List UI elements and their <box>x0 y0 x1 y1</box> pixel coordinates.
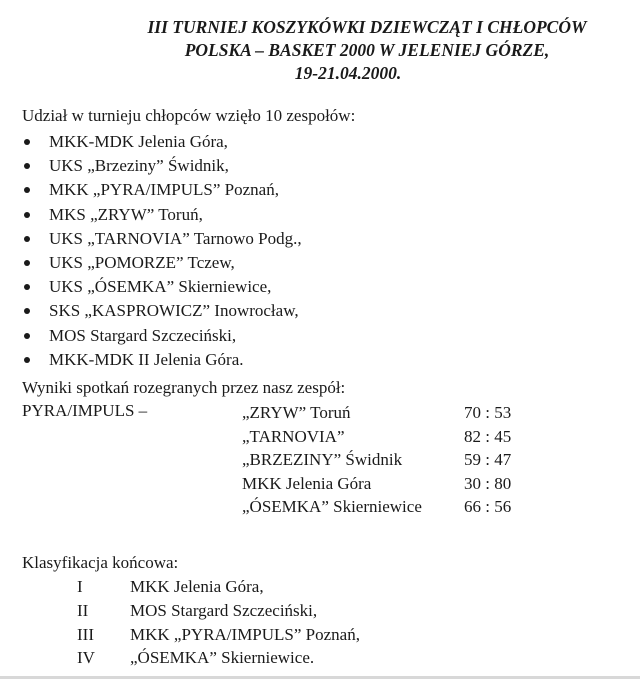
place-rank: IV <box>77 648 95 668</box>
bullet-icon <box>24 236 30 242</box>
list-item <box>22 154 302 178</box>
team-name: MKS „ZRYW” Toruń, <box>49 204 203 224</box>
match-opponent: „TARNOVIA” <box>242 426 345 446</box>
classification-row <box>22 623 360 647</box>
team-name: MOS Stargard Szczeciński, <box>49 325 237 345</box>
bullet-icon <box>24 260 30 266</box>
match-row <box>242 472 524 496</box>
title-line-3: 19-21.04.2000. <box>294 63 402 83</box>
results-heading: Wyniki spotkań rozegranych przez nasz zespół: <box>22 378 346 397</box>
classification-row <box>22 599 360 623</box>
team-name: MKK-MDK Jelenia Góra, <box>49 132 228 151</box>
results-list <box>242 401 524 519</box>
team-name: MKK-MDK II Jelenia Góra. <box>49 349 244 369</box>
bullet-icon <box>24 308 30 314</box>
classification-heading: Klasyfikacja końcowa: <box>22 553 179 572</box>
bullet-icon <box>24 284 30 290</box>
list-item <box>22 275 302 299</box>
match-row <box>242 448 524 472</box>
place-team: „ÓSEMKA” Skierniewice. <box>130 648 315 668</box>
team-list <box>22 130 302 372</box>
list-item <box>22 203 302 227</box>
place-rank: I <box>77 577 83 596</box>
match-row <box>242 495 524 519</box>
bullet-icon <box>24 333 30 339</box>
bullet-icon <box>24 163 30 169</box>
match-score: 82 : 45 <box>464 426 512 446</box>
match-opponent: „ZRYW” Toruń <box>242 403 351 422</box>
match-score: 30 : 80 <box>464 473 512 493</box>
list-item <box>22 299 302 323</box>
title-line-1: III TURNIEJ KOSZYKÓWKI DZIEWCZĄT I CHŁOPCÓW <box>147 17 587 37</box>
match-opponent: „BRZEZINY” Świdnik <box>242 450 403 469</box>
bullet-icon <box>24 357 30 363</box>
match-score: 66 : 56 <box>464 497 512 516</box>
list-item <box>22 251 302 275</box>
match-opponent: „ÓSEMKA” Skierniewice <box>242 497 422 516</box>
team-name: UKS „Brzeziny” Świdnik, <box>49 156 229 176</box>
bullet-icon <box>24 187 30 193</box>
place-rank: III <box>77 624 94 644</box>
match-score: 59 : 47 <box>464 450 512 469</box>
classification-row <box>22 575 360 599</box>
participants-intro: Udział w turnieju chłopców wzięło 10 zespołów: <box>22 106 356 125</box>
match-opponent: MKK Jelenia Góra <box>242 473 372 493</box>
match-row <box>242 401 524 425</box>
team-name: MKK „PYRA/IMPULS” Poznań, <box>49 180 279 200</box>
own-team-label: PYRA/IMPULS – <box>22 401 148 420</box>
list-item <box>22 324 302 348</box>
classification-row <box>22 646 360 670</box>
list-item <box>22 178 302 202</box>
bullet-icon <box>24 139 30 145</box>
place-team: MKK Jelenia Góra, <box>130 577 264 596</box>
team-name: UKS „TARNOVIA” Tarnowo Podg., <box>49 228 302 248</box>
match-score: 70 : 53 <box>464 403 512 422</box>
list-item <box>22 348 302 372</box>
place-rank: II <box>77 600 89 620</box>
classification-list <box>22 575 360 670</box>
list-item <box>22 130 302 154</box>
place-team: MOS Stargard Szczeciński, <box>130 600 318 620</box>
title-line-2: POLSKA – BASKET 2000 W JELENIEJ GÓRZE, <box>184 40 550 60</box>
team-name: UKS „POMORZE” Tczew, <box>49 252 235 272</box>
team-name: SKS „KASPROWICZ” Inowrocław, <box>49 301 299 321</box>
bullet-icon <box>24 212 30 218</box>
match-row <box>242 425 524 449</box>
document-title <box>0 16 640 85</box>
place-team: MKK „PYRA/IMPULS” Poznań, <box>130 624 360 644</box>
team-name: UKS „ÓSEMKA” Skierniewice, <box>49 277 272 297</box>
list-item <box>22 227 302 251</box>
